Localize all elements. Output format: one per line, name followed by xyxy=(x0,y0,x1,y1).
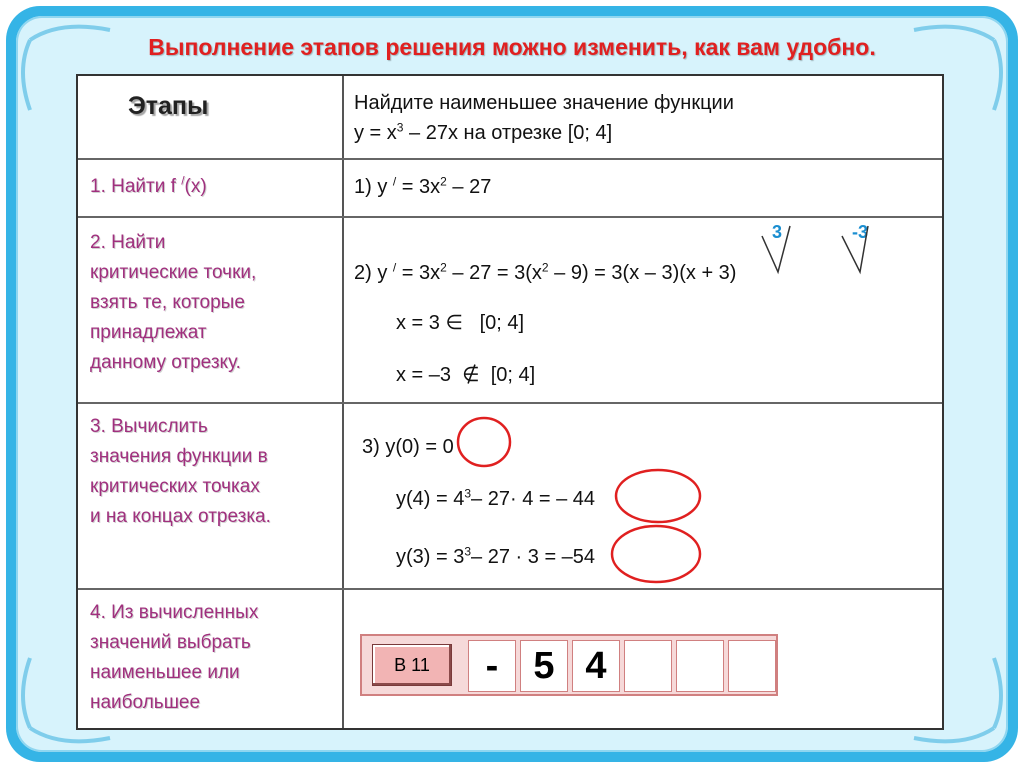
task-line-1: Найдите наименьшее значение функции xyxy=(354,92,734,114)
answer-cell[interactable]: 5 xyxy=(520,640,568,692)
answer-cell[interactable]: - xyxy=(468,640,516,692)
task-line-2: $y = x^3 - 27x$ на отрезке [0; 4] xyxy=(354,120,613,144)
highlight-circle xyxy=(612,526,700,582)
derivative-line: 1) y $^/ = 3x^2 - 27$ xyxy=(354,174,492,198)
highlight-circle xyxy=(458,418,510,466)
slide-title: Выполнение этапов решения можно изменить, как вам удобно. xyxy=(148,34,876,60)
stages-header: Этапы xyxy=(128,92,209,120)
not-element-of-symbol: ∉ xyxy=(462,364,480,386)
step-1-label: 1. Найти f /(x) xyxy=(90,173,207,197)
check-mark-negative xyxy=(842,226,868,272)
root-annotation-negative: -3 xyxy=(852,222,869,242)
root-annotation-positive: 3 xyxy=(772,222,783,242)
value-at-3: $y(3) = 3^3-$ 27 · 3 = –54 xyxy=(396,544,596,568)
solution-table xyxy=(76,74,944,730)
factored-derivative: 2) y $^/ = 3x^2 - 27 = 3(x^2 - 9) = 3(x - 3)(x + 3)$ xyxy=(354,260,737,284)
step-3-label: 3. Вычислить значения функции в критических точках и на концах отрезка. xyxy=(90,416,271,527)
element-of-symbol: ∈ xyxy=(445,312,463,334)
annotation-overlay xyxy=(78,76,942,728)
check-mark-positive xyxy=(762,226,790,272)
problem-number-badge: B 11 xyxy=(372,644,452,686)
critical-point-1: x = 3 ∈ [0; 4] xyxy=(396,312,525,334)
answer-cell[interactable]: 4 xyxy=(572,640,620,692)
highlight-circle xyxy=(616,470,700,522)
value-at-0: 3) y(0) = 0 xyxy=(362,436,454,458)
critical-point-2: x = –3 ∉ [0; 4] xyxy=(396,364,536,386)
step-2-label: 2. Найти критические точки, взять те, которые принадлежат данному отрезку. xyxy=(90,232,257,373)
value-at-4: $y(4) = 4^3-$ 27· 4 = – 44 xyxy=(396,486,596,510)
step-4-label: 4. Из вычисленных значений выбрать наименьшее или наибольшее xyxy=(90,602,259,713)
